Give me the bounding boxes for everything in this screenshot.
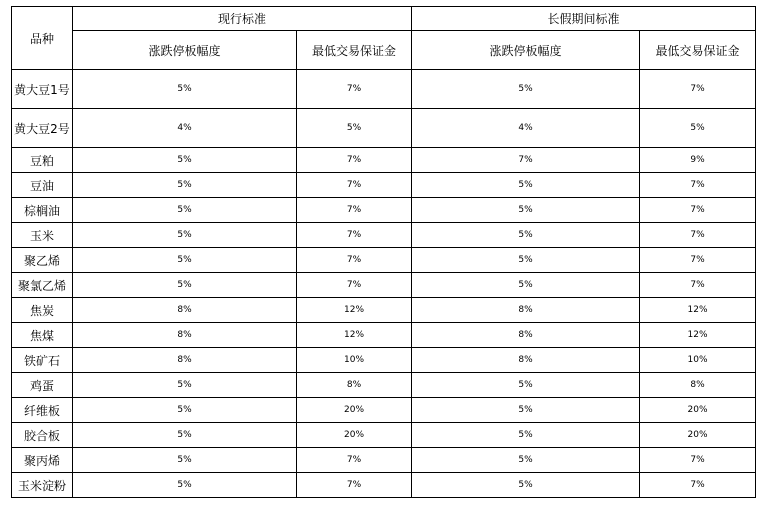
table-row bbox=[12, 373, 756, 398]
cell-holiday-margin: 12% bbox=[640, 323, 756, 348]
cell-holiday-limit: 5% bbox=[412, 173, 640, 198]
table-row bbox=[12, 223, 756, 248]
cell-current-limit: 5% bbox=[73, 273, 297, 298]
cell-variety: 豆粕 bbox=[12, 148, 73, 173]
header-row-groups bbox=[12, 7, 756, 31]
cell-current-limit: 5% bbox=[73, 373, 297, 398]
cell-holiday-margin: 9% bbox=[640, 148, 756, 173]
cell-current-margin: 5% bbox=[297, 109, 412, 148]
cell-current-limit: 5% bbox=[73, 148, 297, 173]
header-current-margin: 最低交易保证金 bbox=[297, 31, 412, 70]
cell-holiday-margin: 12% bbox=[640, 298, 756, 323]
cell-holiday-margin: 7% bbox=[640, 173, 756, 198]
table-row bbox=[12, 148, 756, 173]
cell-holiday-limit: 5% bbox=[412, 223, 640, 248]
cell-holiday-limit: 5% bbox=[412, 248, 640, 273]
table-row bbox=[12, 198, 756, 223]
table-container bbox=[11, 6, 756, 498]
cell-holiday-limit: 5% bbox=[412, 198, 640, 223]
cell-current-limit: 5% bbox=[73, 70, 297, 109]
cell-holiday-margin: 10% bbox=[640, 348, 756, 373]
cell-variety: 豆油 bbox=[12, 173, 73, 198]
cell-holiday-margin: 7% bbox=[640, 473, 756, 498]
header-current-limit: 涨跌停板幅度 bbox=[73, 31, 297, 70]
header-holiday-margin: 最低交易保证金 bbox=[640, 31, 756, 70]
cell-current-margin: 7% bbox=[297, 273, 412, 298]
table-row bbox=[12, 323, 756, 348]
table-row bbox=[12, 173, 756, 198]
cell-variety: 纤维板 bbox=[12, 398, 73, 423]
cell-variety: 聚乙烯 bbox=[12, 248, 73, 273]
cell-current-margin: 7% bbox=[297, 198, 412, 223]
cell-holiday-margin: 5% bbox=[640, 109, 756, 148]
header-holiday-limit: 涨跌停板幅度 bbox=[412, 31, 640, 70]
cell-holiday-limit: 8% bbox=[412, 298, 640, 323]
header-row-fields bbox=[12, 31, 756, 70]
table-row bbox=[12, 423, 756, 448]
cell-current-limit: 4% bbox=[73, 109, 297, 148]
cell-holiday-margin: 7% bbox=[640, 223, 756, 248]
cell-current-limit: 8% bbox=[73, 348, 297, 373]
cell-current-margin: 7% bbox=[297, 148, 412, 173]
cell-current-limit: 5% bbox=[73, 248, 297, 273]
cell-variety: 聚丙烯 bbox=[12, 448, 73, 473]
cell-holiday-margin: 7% bbox=[640, 198, 756, 223]
cell-current-margin: 7% bbox=[297, 70, 412, 109]
cell-current-margin: 12% bbox=[297, 298, 412, 323]
cell-current-margin: 20% bbox=[297, 423, 412, 448]
cell-variety: 胶合板 bbox=[12, 423, 73, 448]
cell-holiday-margin: 8% bbox=[640, 373, 756, 398]
cell-variety: 焦炭 bbox=[12, 298, 73, 323]
table-row bbox=[12, 473, 756, 498]
cell-holiday-margin: 7% bbox=[640, 273, 756, 298]
cell-holiday-margin: 20% bbox=[640, 398, 756, 423]
cell-current-margin: 7% bbox=[297, 473, 412, 498]
cell-variety: 玉米 bbox=[12, 223, 73, 248]
header-holiday-standard: 长假期间标准 bbox=[412, 7, 756, 31]
cell-holiday-limit: 7% bbox=[412, 148, 640, 173]
table-row bbox=[12, 273, 756, 298]
cell-variety: 玉米淀粉 bbox=[12, 473, 73, 498]
cell-current-margin: 7% bbox=[297, 248, 412, 273]
table-row bbox=[12, 248, 756, 273]
cell-current-limit: 5% bbox=[73, 448, 297, 473]
table-row bbox=[12, 398, 756, 423]
cell-current-margin: 20% bbox=[297, 398, 412, 423]
cell-holiday-margin: 20% bbox=[640, 423, 756, 448]
table-row bbox=[12, 298, 756, 323]
table-row bbox=[12, 448, 756, 473]
cell-current-margin: 12% bbox=[297, 323, 412, 348]
cell-holiday-margin: 7% bbox=[640, 448, 756, 473]
margin-standards-table bbox=[11, 6, 756, 498]
cell-holiday-limit: 5% bbox=[412, 448, 640, 473]
cell-variety: 铁矿石 bbox=[12, 348, 73, 373]
table-row bbox=[12, 109, 756, 148]
cell-current-margin: 7% bbox=[297, 173, 412, 198]
cell-holiday-limit: 5% bbox=[412, 373, 640, 398]
cell-current-margin: 7% bbox=[297, 448, 412, 473]
cell-holiday-margin: 7% bbox=[640, 70, 756, 109]
cell-variety: 黄大豆1号 bbox=[12, 70, 73, 109]
cell-variety: 棕榈油 bbox=[12, 198, 73, 223]
cell-variety: 焦煤 bbox=[12, 323, 73, 348]
cell-current-limit: 5% bbox=[73, 173, 297, 198]
cell-holiday-limit: 5% bbox=[412, 70, 640, 109]
table-row bbox=[12, 348, 756, 373]
header-current-standard: 现行标准 bbox=[73, 7, 412, 31]
cell-current-limit: 5% bbox=[73, 223, 297, 248]
cell-holiday-limit: 4% bbox=[412, 109, 640, 148]
cell-current-limit: 5% bbox=[73, 423, 297, 448]
header-variety: 品种 bbox=[12, 7, 73, 70]
cell-current-margin: 8% bbox=[297, 373, 412, 398]
cell-holiday-limit: 5% bbox=[412, 273, 640, 298]
cell-variety: 鸡蛋 bbox=[12, 373, 73, 398]
cell-holiday-limit: 8% bbox=[412, 348, 640, 373]
cell-current-limit: 5% bbox=[73, 473, 297, 498]
cell-current-limit: 8% bbox=[73, 298, 297, 323]
cell-current-margin: 10% bbox=[297, 348, 412, 373]
cell-holiday-limit: 5% bbox=[412, 423, 640, 448]
cell-current-limit: 5% bbox=[73, 398, 297, 423]
cell-variety: 黄大豆2号 bbox=[12, 109, 73, 148]
cell-holiday-limit: 5% bbox=[412, 473, 640, 498]
cell-current-margin: 7% bbox=[297, 223, 412, 248]
table-row bbox=[12, 70, 756, 109]
cell-holiday-limit: 5% bbox=[412, 398, 640, 423]
cell-holiday-margin: 7% bbox=[640, 248, 756, 273]
cell-current-limit: 8% bbox=[73, 323, 297, 348]
cell-holiday-limit: 8% bbox=[412, 323, 640, 348]
table-body bbox=[12, 70, 756, 498]
cell-current-limit: 5% bbox=[73, 198, 297, 223]
cell-variety: 聚氯乙烯 bbox=[12, 273, 73, 298]
